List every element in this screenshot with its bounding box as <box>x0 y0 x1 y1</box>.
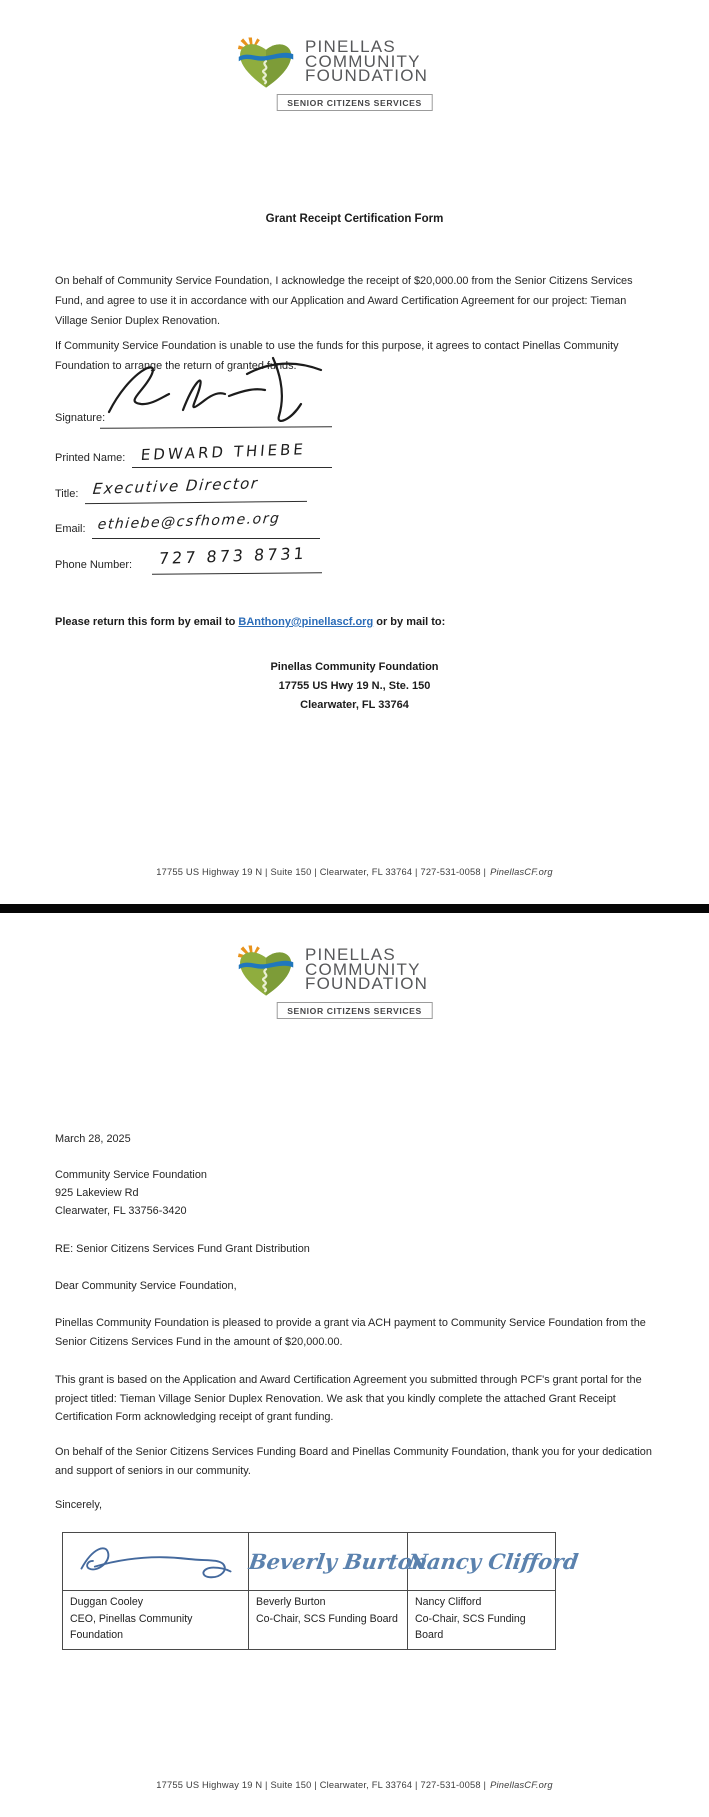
mail-address-line: Pinellas Community Foundation <box>270 661 439 673</box>
email-handwritten-value: ethiebe@csfhome.org <box>97 510 282 533</box>
signer-info-cell <box>249 1591 408 1650</box>
phone-handwritten-value: 727 873 8731 <box>158 543 308 568</box>
nancy-clifford-signature-cell <box>406 1533 580 1591</box>
logo-line: PINELLAS <box>305 945 396 964</box>
acknowledgement-paragraph: On behalf of Community Service Foundation, I acknowledge the receipt of $20,000.00 from the Senior Citizens Services Fund, and agree to use it in accordance with our Application and Award Certification Agreement for our project: Tieman Village Senior Duplex Renovation. <box>55 275 633 327</box>
senior-citizens-services-badge: SENIOR CITIZENS SERVICES <box>276 94 433 111</box>
mail-address-line: 17755 US Hwy 19 N., Ste. 150 <box>278 680 431 692</box>
phone-line <box>152 572 322 574</box>
senior-citizens-services-badge: SENIOR CITIZENS SERVICES <box>276 1002 433 1019</box>
signer-name: Beverly Burton <box>256 1596 326 1608</box>
printed-name-label: Printed Name: <box>55 452 126 464</box>
page-divider <box>0 904 709 913</box>
signature-scrawl-icon <box>95 346 345 430</box>
return-funds-paragraph: If Community Service Foundation is unable to use the funds for this purpose, it agrees to contact Pinellas Community Foundation to arrange the return of granted funds. <box>55 340 619 372</box>
title-handwritten-value: Executive Director <box>92 474 260 498</box>
pcf-heart-logo-icon <box>237 944 295 998</box>
pcf-logo <box>237 36 428 90</box>
recipient-line: Clearwater, FL 33756-3420 <box>55 1205 187 1217</box>
beverly-burton-signature-cell <box>247 1533 430 1591</box>
printed-name-line <box>132 467 332 468</box>
mail-address-block <box>0 658 709 715</box>
signer-info-cell <box>408 1591 556 1650</box>
return-email-link[interactable]: BAnthony@pinellascf.org <box>238 616 374 628</box>
signature-label: Signature: <box>55 412 106 424</box>
page2-footer <box>0 1780 709 1790</box>
salutation: Dear Community Service Foundation, <box>55 1280 237 1292</box>
closing: Sincerely, <box>55 1499 103 1511</box>
letter-paragraph: Pinellas Community Foundation is pleased to provide a grant via ACH payment to Community Service Foundation from the Senior Citizens Services Fund in the amount of $20,000.00. <box>55 1317 646 1348</box>
recipient-line: 925 Lakeview Rd <box>55 1187 139 1199</box>
return-instruction-prefix: Please return this form by email to <box>55 616 239 628</box>
title-line <box>85 501 307 504</box>
signers-table <box>62 1532 580 1650</box>
pcf-logo-wordmark <box>305 36 428 84</box>
signer-name: Duggan Cooley <box>70 1596 144 1608</box>
return-instruction-suffix: or by mail to: <box>373 616 446 628</box>
beverly-burton-script-signature: Beverly Burton <box>247 1549 430 1574</box>
footer-website: PinellasCF.org <box>490 1780 553 1790</box>
pcf-logo-wordmark <box>305 944 428 992</box>
footer-address: 17755 US Highway 19 N | Suite 150 | Clearwater, FL 33764 | 727-531-0058 | <box>156 867 487 877</box>
signer-name: Nancy Clifford <box>415 1596 482 1608</box>
logo-line: FOUNDATION <box>305 974 429 993</box>
letter-paragraph: This grant is based on the Application and Award Certification Agreement you submitted through PCF's grant portal for the project titled: Tieman Village Senior Duplex Renovation. We ask that you kindly complete the attached Grant Receipt Certification Form acknowledging receipt of grant funding. <box>55 1374 642 1423</box>
nancy-clifford-script-signature: Nancy Clifford <box>406 1549 580 1574</box>
footer-website: PinellasCF.org <box>490 867 553 877</box>
logo-line: COMMUNITY <box>305 51 421 71</box>
logo-line: FOUNDATION <box>305 66 429 85</box>
signatures-row <box>63 1533 556 1591</box>
printed-name-handwritten-value: EDWARD THIEBE <box>140 440 307 464</box>
duggan-cooley-signature-cell <box>63 1533 249 1591</box>
recipient-line: Community Service Foundation <box>55 1169 207 1181</box>
email-line <box>92 538 320 539</box>
names-row <box>63 1591 556 1650</box>
pcf-heart-logo-icon <box>237 36 295 90</box>
logo-line: COMMUNITY <box>305 959 421 979</box>
logo-line: PINELLAS <box>305 37 396 56</box>
duggan-cooley-signature-icon <box>70 1534 242 1584</box>
footer-address: 17755 US Highway 19 N | Suite 150 | Clearwater, FL 33764 | 727-531-0058 | <box>156 1780 487 1790</box>
page1-footer <box>0 867 709 877</box>
return-instruction <box>55 616 445 628</box>
signer-title: CEO, Pinellas Community Foundation <box>70 1612 193 1641</box>
letter-paragraph: On behalf of the Senior Citizens Services Funding Board and Pinellas Community Foundation, thank you for your dedication and support of seniors in our community. <box>55 1446 652 1477</box>
page-title: Grant Receipt Certification Form <box>265 213 444 225</box>
phone-label: Phone Number: <box>55 559 133 571</box>
signer-title: Co-Chair, SCS Funding Board <box>415 1612 526 1641</box>
mail-address-line: Clearwater, FL 33764 <box>300 699 409 711</box>
signer-title: Co-Chair, SCS Funding Board <box>256 1612 398 1625</box>
title-label: Title: <box>55 488 79 500</box>
letter-date: March 28, 2025 <box>55 1133 131 1145</box>
signer-info-cell <box>63 1591 249 1650</box>
subject-line: RE: Senior Citizens Services Fund Grant Distribution <box>55 1243 310 1255</box>
email-label: Email: <box>55 523 86 535</box>
pcf-logo <box>237 944 428 998</box>
